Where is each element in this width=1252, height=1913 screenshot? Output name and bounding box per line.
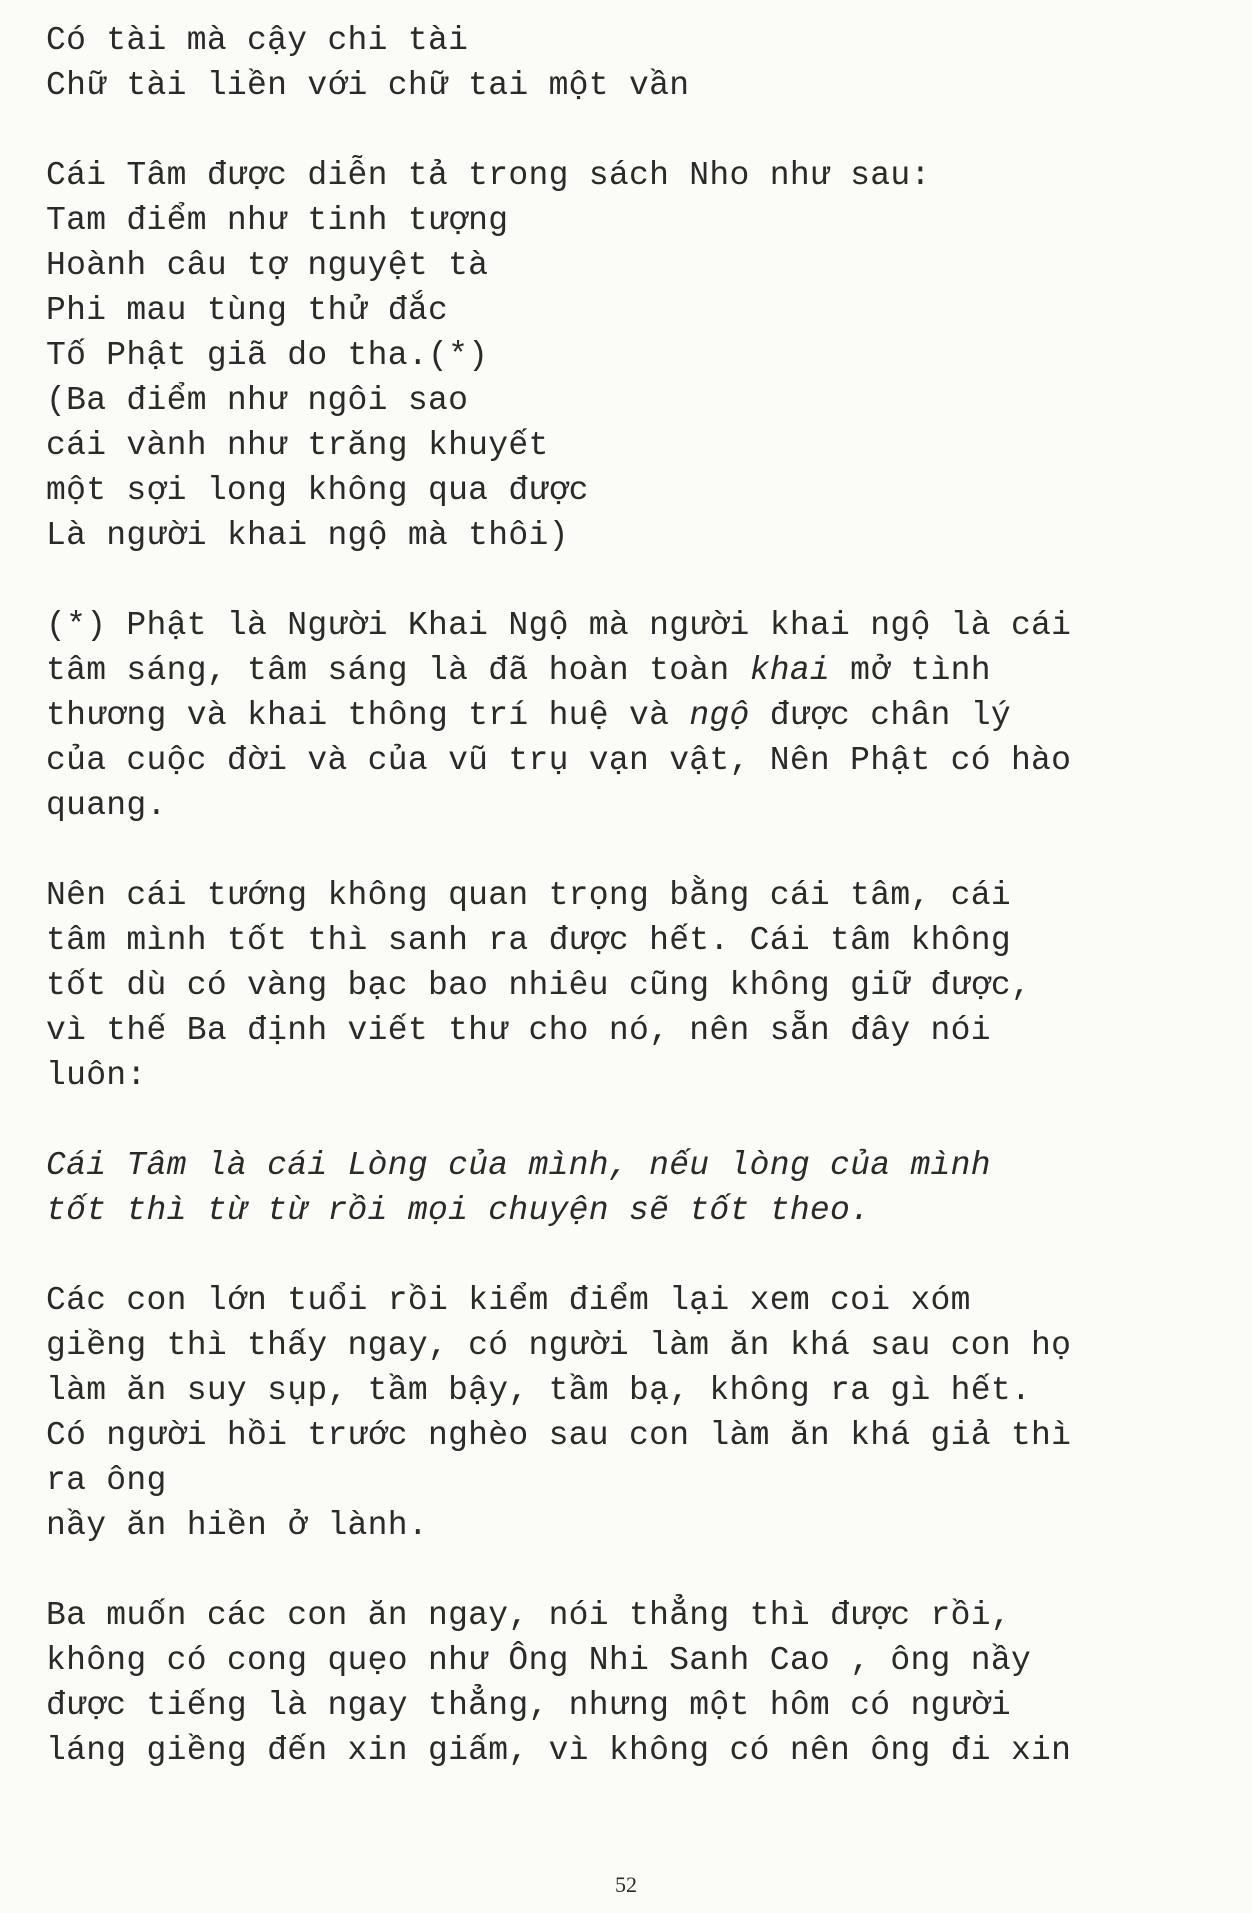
text-line	[46, 648, 1236, 693]
text-line	[46, 693, 1236, 738]
text-run: được chân lý	[749, 697, 1011, 734]
text-line: nầy ăn hiền ở lành.	[46, 1507, 428, 1544]
text-line: được tiếng là ngay thẳng, nhưng một hôm có người	[46, 1687, 1011, 1724]
text-run: thương và khai thông trí huệ và	[46, 697, 690, 734]
paragraph-1	[46, 873, 1236, 1098]
poem-1	[46, 18, 1236, 108]
text-line: Tố Phật giã do tha.(*)	[46, 337, 489, 374]
text-line: ra ông	[46, 1462, 167, 1499]
poem-2	[46, 198, 1236, 558]
text-line: một sợi long không qua được	[46, 472, 589, 509]
text-line: Có người hồi trước nghèo sau con làm ăn khá giả thì	[46, 1417, 1072, 1454]
text-line: giềng thì thấy ngay, có người làm ăn khá sau con họ	[46, 1327, 1072, 1364]
page-number: 52	[615, 1872, 637, 1897]
italic-quote	[46, 1143, 1236, 1233]
text-line: tốt dù có vàng bạc bao nhiêu cũng không giữ được,	[46, 967, 1032, 1004]
intro-line: Cái Tâm được diễn tả trong sách Nho như sau:	[46, 157, 931, 194]
text-line: Là người khai ngộ mà thôi)	[46, 517, 569, 554]
footnote	[46, 603, 1236, 828]
text-line: Chữ tài liền với chữ tai một vần	[46, 67, 690, 104]
emphasis: ngộ	[689, 697, 750, 734]
text-line: không có cong quẹo như Ông Nhi Sanh Cao , ông nầy	[46, 1642, 1032, 1679]
text-line: láng giềng đến xin giấm, vì không có nên ông đi xin	[46, 1732, 1072, 1769]
text-line: Tam điểm như tinh tượng	[46, 202, 509, 239]
text-run: mở tình	[830, 652, 991, 689]
text-line: Nên cái tướng không quan trọng bằng cái tâm, cái	[46, 877, 1011, 914]
text-line: Các con lớn tuổi rồi kiểm điểm lại xem coi xóm	[46, 1282, 971, 1319]
paragraph-3	[46, 1593, 1236, 1773]
text-line: quang.	[46, 787, 167, 824]
text-line: tốt thì từ từ rồi mọi chuyện sẽ tốt theo.	[46, 1192, 871, 1229]
paragraph-2	[46, 1278, 1236, 1548]
text-run: tâm sáng, tâm sáng là đã hoàn toàn	[46, 652, 750, 689]
text-line: (Ba điểm như ngôi sao	[46, 382, 469, 419]
text-line: luôn:	[46, 1057, 147, 1094]
text-line: Hoành câu tợ nguyệt tà	[46, 247, 489, 284]
text-line: của cuộc đời và của vũ trụ vạn vật, Nên Phật có hào	[46, 742, 1072, 779]
text-line: Phi mau tùng thử đắc	[46, 292, 449, 329]
text-line: Ba muốn các con ăn ngay, nói thẳng thì được rồi,	[46, 1597, 1011, 1634]
text-line: tâm mình tốt thì sanh ra được hết. Cái tâm không	[46, 922, 1011, 959]
text-line: vì thế Ba định viết thư cho nó, nên sẵn đây nói	[46, 1012, 991, 1049]
page-body	[46, 18, 1236, 1773]
text-line: làm ăn suy sụp, tầm bậy, tầm bạ, không ra gì hết.	[46, 1372, 1032, 1409]
emphasis: khai	[749, 652, 831, 689]
text-line: (*) Phật là Người Khai Ngộ mà người khai ngộ là cái	[46, 607, 1072, 644]
text-line: Có tài mà cậy chi tài	[46, 22, 469, 59]
text-line: cái vành như trăng khuyết	[46, 427, 549, 464]
text-line: Cái Tâm là cái Lòng của mình, nếu lòng của mình	[46, 1147, 991, 1184]
